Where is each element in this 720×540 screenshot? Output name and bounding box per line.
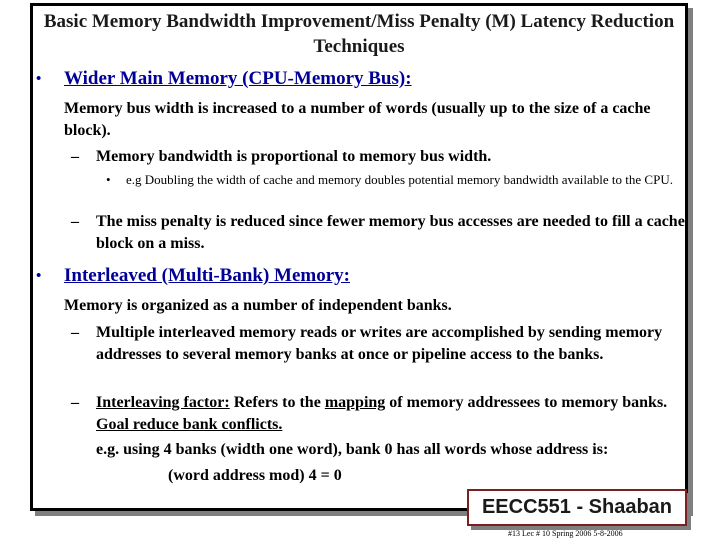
bullet-icon: • (36, 71, 42, 87)
interleaving-factor-label: Interleaving factor: (96, 394, 230, 411)
section-heading-interleaved-memory (36, 264, 350, 288)
sub-item-text: of memory addressees to memory banks. (385, 394, 668, 411)
bullet-icon: • (106, 172, 111, 187)
example-text: e.g. using 4 banks (width one word), bank 0 has all words whose address is: (96, 441, 609, 458)
sub-sub-item (106, 171, 696, 188)
slide-meta: #13 Lec # 10 Spring 2006 5-8-2006 (508, 529, 623, 538)
sub-item (71, 146, 686, 168)
section-heading-text: Wider Main Memory (CPU-Memory Bus): (64, 68, 412, 89)
sub-item (71, 322, 686, 366)
formula-text: (word address mod) 4 = 0 (168, 467, 342, 484)
dash-icon: – (71, 213, 79, 230)
sub-item-text: Memory bandwidth is proportional to memory bus width. (96, 148, 492, 165)
course-footer: EECC551 - Shaaban (467, 489, 687, 526)
mapping-term: mapping (324, 394, 386, 411)
slide-title: Basic Memory Bandwidth Improvement/Miss Penalty (M) Latency Reduction Techniques (43, 11, 675, 57)
section-intro: Memory is organized as a number of independent banks. (64, 297, 452, 314)
dash-icon: – (71, 148, 79, 165)
bullet-icon: • (36, 268, 42, 284)
dash-icon: – (71, 394, 79, 411)
section-intro: Memory bus width is increased to a number of words (usually up to the size of a cache block). (64, 100, 651, 139)
section-heading-text: Interleaved (Multi-Bank) Memory: (64, 265, 350, 286)
sub-sub-item-text: e.g Doubling the width of cache and memory doubles potential memory bandwidth available to the CPU. (126, 172, 673, 187)
sub-item-text: Multiple interleaved memory reads or writes are accomplished by sending memory addresses to several memory banks at once or pipeline access to the banks. (96, 324, 663, 363)
sub-item-text: Refers to the (229, 394, 325, 411)
sub-item-text: The miss penalty is reduced since fewer memory bus accesses are needed to fill a cache block on a miss. (96, 213, 685, 252)
sub-item (71, 211, 686, 255)
sub-item (71, 392, 686, 436)
goal-text: Goal reduce bank conflicts. (96, 416, 283, 433)
dash-icon: – (71, 324, 79, 341)
section-heading-wider-memory (36, 67, 412, 91)
